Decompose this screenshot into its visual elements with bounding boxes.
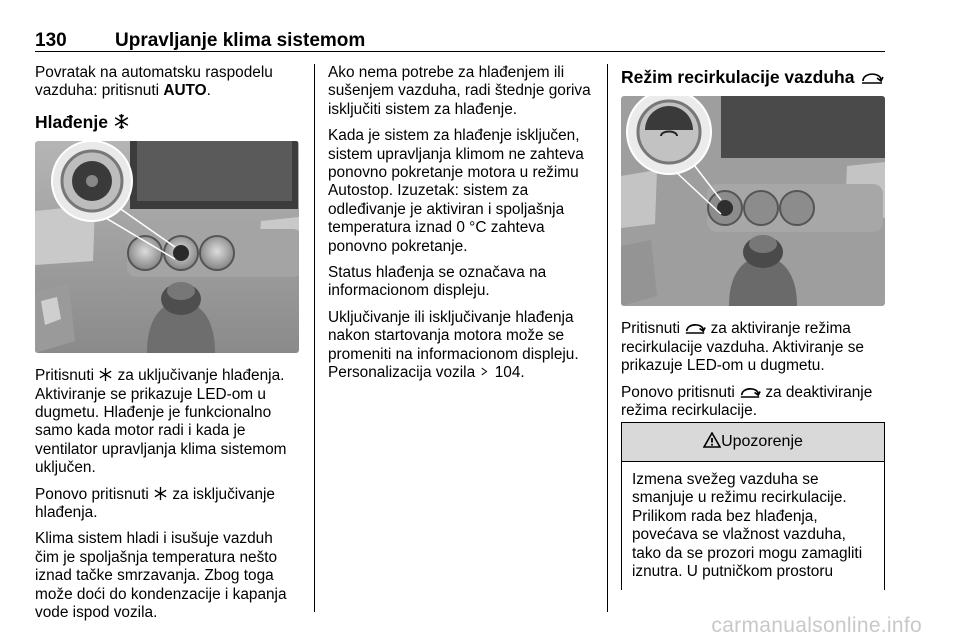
- column-middle: [328, 64, 593, 391]
- page-reference[interactable]: 104.: [494, 364, 525, 382]
- figure-recirculation-button: [621, 96, 885, 306]
- warning-body: Izmena svežeg vazduha se smanjuje u režimu recirkulacije. Prilikom rada bez hlađenja, povećava se vlažnost vazduha, tako da se prozori mogu zamagliti iznutra. U putničkom prostoru: [632, 471, 863, 581]
- snowflake-icon: [113, 113, 130, 130]
- section-heading-cooling: Hlađenje: [35, 113, 300, 131]
- reference-arrow-icon: [479, 364, 490, 379]
- warning-triangle-icon: [703, 432, 721, 448]
- figure-cooling-button: [35, 141, 299, 353]
- watermark: carmanualsonline.info: [711, 614, 922, 637]
- page-number: 130: [35, 30, 67, 51]
- column-right: [621, 64, 887, 428]
- page-title: Upravljanje klima sistemom: [115, 30, 366, 51]
- warning-header: [622, 423, 884, 462]
- warning-box: [621, 422, 885, 590]
- snowflake-icon: [98, 367, 113, 382]
- middle-paragraph-4: Uključivanje ili isključivanje hlađenja nakon startovanja motora može se promeniti na informacionom displeju. Personalizacija vozila 104.: [328, 308, 579, 382]
- recirculation-icon: [859, 69, 885, 85]
- middle-paragraph-3: Status hlađenja se označava na informacionom displeju.: [328, 264, 547, 300]
- recirculation-paragraph-2: Ponovo pritisnuti za deaktiviranje režima recirkulacije.: [621, 383, 873, 420]
- snowflake-icon: [153, 486, 168, 501]
- section-heading-recirculation: Režim recirkulacije vazduha: [621, 68, 887, 86]
- middle-paragraph-2: Kada je sistem za hlađenje isključen, sistem upravljanja klimom ne zahteva ponovno pokretanje motora u režimu Autostop. Izuzetak: sistem za odleđivanje je aktiviran i spoljašnja temperatura iznad 0 °C zahteva ponovno pokretanje.: [328, 127, 584, 255]
- cooling-paragraph-3: Klima sistem hladi i isušuje vazduh čim je spoljašnja temperatura nešto iznad tačke smrzavanja. Zbog toga može doći do kondenzacije i kapanja vode ispod vozila.: [35, 530, 287, 622]
- recirculation-icon: [739, 384, 761, 399]
- intro-paragraph: Povratak na automatsku raspodelu vazduha: pritisnuti AUTO.: [35, 64, 273, 100]
- cooling-paragraph-1: Pritisnuti za uključivanje hlađenja. Aktiviranje se prikazuje LED-om u dugmetu. Hlađenje je funkcionalno samo kada motor radi i kada je ventilator upravljanja klima sistemom uključen.: [35, 367, 287, 477]
- header-rule: [35, 51, 885, 52]
- middle-paragraph-1: Ako nema potrebe za hlađenjem ili sušenjem vazduha, radi štednje goriva isključiti sistem za hlađenje.: [328, 64, 591, 118]
- recirculation-paragraph-1: Pritisnuti za aktiviranje režima recirkulacije vazduha. Aktiviranje se prikazuje LED-om u dugmetu.: [621, 320, 864, 375]
- column-left: [35, 64, 300, 631]
- column-divider: [607, 64, 608, 612]
- page-header: [35, 30, 885, 52]
- recirculation-icon: [684, 320, 706, 335]
- column-divider: [314, 64, 315, 612]
- auto-label: AUTO: [163, 82, 207, 100]
- warning-title: Upozorenje: [721, 433, 803, 450]
- cooling-paragraph-2: Ponovo pritisnuti za isključivanje hlađenja.: [35, 485, 275, 522]
